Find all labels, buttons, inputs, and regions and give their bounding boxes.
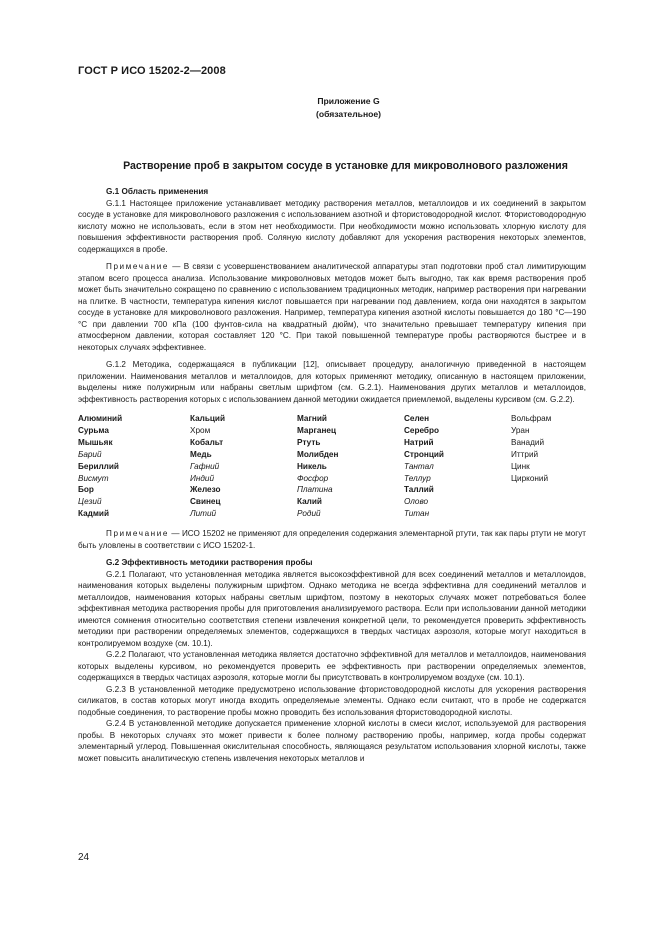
element-name: Литий [190,509,217,519]
annex-title: Растворение проб в закрытом сосуде в установке для микроволнового разложения [123,160,568,172]
element-name: Железо [190,485,221,495]
element-name: Уран [511,425,530,435]
note-1-text: — В связи с усовершенствованием аналитической аппаратуры этап подготовки проб стал лимитирующим этапом всего процесса анализа. Использование микроволновых методов может быть выгодно, так как время растворения проб может быть значительно сокращено по сравнению с использованием традиционных методик, например растворения при нагревании на плитке. В частности, температура кипения кислот повышается при нагревании под давлением, когда они находятся в закрытом сосуде в установке для микроволнового разложения. Например, температура кипения азотной кислоты повышается до 180 °С—190 °С при давлении 700 кПа (100 фунтов-сила на квадратный дюйм), что значительно превышает температуру кипения при атмосферном давлении, которая составляет 120 °С. При такой повышенной температуре пробы растворяются быстрее и в некоторых случаях эффективнее. [78,262,586,352]
elements-column-5 [511,413,591,520]
element-name: Титан [404,509,430,519]
note-2-text: — ИСО 15202 не применяют для определения содержания элементарной ртути, так как пары ртути не могут быть уловлены в соответствии с ИСО 15202-1. [78,529,586,550]
note-2-label: Примечание [106,529,170,539]
element-name: Цинк [511,461,530,471]
section-g1-heading: G.1 Область применения [106,187,209,196]
paragraph-g2-2: G.2.2 Полагают, что установленная методика является достаточно эффективной для металлов и металлоидов, наименования которых выделены курсивом, но рекомендуется проверить ее эффективность при растворении определяемых элементов, содержащихся в твердых частицах аэрозоля, которые могли бы присутствовать в контролируемом воздухе (см. 10.1). [78,650,586,683]
element-name: Калий [297,497,322,507]
page-number: 24 [78,852,90,863]
standard-header: ГОСТ Р ИСО 15202-2—2008 [78,65,226,77]
section-g2-heading: G.2 Эффективность методики растворения пробы [106,558,313,568]
element-name: Бериллий [78,461,119,471]
annex-heading [0,95,661,121]
note-2 [78,528,586,551]
element-name: Натрий [404,437,434,447]
element-name: Цезий [78,497,102,507]
element-name: Кобальт [190,437,224,447]
elements-list [78,413,586,520]
element-name: Иттрий [511,449,539,459]
element-name: Сурьма [78,425,109,435]
element-name: Висмут [78,473,109,483]
paragraph-g2-3: G.2.3 В установленной методике предусмотрено использование фтористоводородной кислоты для ускорения растворения силикатов, в состав которых могут иногда входить определяемые элементы. Однако если считают, что в пробе не содержатся подобные соединения, то растворение пробы можно проводить без использования фтористоводородной кислоты. [78,684,586,717]
element-name: Вольфрам [511,414,552,423]
elements-column-1 [78,413,190,520]
element-name: Медь [190,449,212,459]
element-name: Магний [297,414,327,423]
element-name: Селен [404,414,430,423]
element-name: Стронций [404,449,444,459]
element-name: Алюминий [78,414,123,423]
element-name: Таллий [404,485,434,495]
element-name: Кадмий [78,509,109,519]
paragraph-g1-2: G.1.2 Методика, содержащаяся в публикации [12], описывает процедуру, аналогичную приведенной в настоящем приложении. Наименования металлов и металлоидов, для которых применяют методику, описанную в настоящем приложении, выделены ниже полужирным или набраны светлым шрифтом (см. G.2.1). Наименования других металлов и металлоидов, эффективность растворения которых с использованием данной методики ожидается приемлемой, выделены курсивом (см. G.2.2). [78,360,586,404]
element-name: Олово [404,497,429,507]
paragraph-g2-4: G.2.4 В установленной методике допускается применение хлорной кислоты в смеси кислот, используемой для растворения пробы. В некоторых случаях это может привести к более полному растворению пробы, например, когда пробы содержат элементарный углерод. Повышенная окислительная способность, являющаяся результатом использования хлорной кислоты, также может повысить аналитическую степень извлечения некоторых металлов и [78,719,586,763]
element-name: Теллур [404,473,431,483]
element-name: Гафний [190,461,220,471]
element-name: Молибден [297,449,339,459]
element-name: Родий [297,509,321,519]
element-name: Мышьяк [78,437,113,447]
element-name: Ртуть [297,437,321,447]
element-name: Марганец [297,425,336,435]
element-name: Цирконий [511,473,549,483]
note-1 [78,261,586,353]
paragraph-g1-1: G.1.1 Настоящее приложение устанавливает методику растворения металлов, металлоидов и их соединений в закрытом сосуде в установке для микроволнового разложения с использованием азотной и фтористоводородной кислот. Фтористоводородную кислоту можно не использовать, если в этом нет необходимости. При необходимости можно использовать хлорную кислоту для повышения эффективности растворения проб. Соляную кислоту добавляют для ускорения растворения некоторых элементов, содержащихся в пробе. [78,198,586,254]
element-name: Барий [78,449,102,459]
elements-column-3 [297,413,404,520]
elements-column-2 [190,413,297,520]
annex-label: Приложение G [317,96,380,106]
element-name: Бор [78,485,94,495]
annex-body [78,186,586,764]
element-name: Серебро [404,425,439,435]
element-name: Кальций [190,414,225,423]
annex-status: (обязательное) [315,109,382,119]
element-name: Индий [190,473,214,483]
note-1-label: Примечание [106,262,170,271]
element-name: Тантал [404,461,434,471]
element-name: Хром [190,425,211,435]
paragraph-g2-1: G.2.1 Полагают, что установленная методика является высокоэффективной для всех соединений металлов и металлоидов, наименования которых выделены полужирным шрифтом. Однако методика не всегда эффективна для соединений металлов и металлоидов, наименования которых набраны светлым шрифтом, поэтому в некоторых случаях может потребоваться более эффективная методика растворения пробы для приготовления анализируемого раствора. Если при использовании данной методики имеются сомнения относительно соответствия степени извлечения конкретной цели, то рекомендуется проверить эффективность методики при растворении определяемых элементов, содержащихся в твердых частицах аэрозоля, которые могут находиться в контролируемом воздухе (см. 10.1). [78,569,586,648]
element-name: Никель [297,461,327,471]
element-name: Свинец [190,497,221,507]
element-name: Платина [297,485,333,495]
element-name: Фосфор [297,473,329,483]
element-name: Ванадий [511,437,545,447]
elements-column-4 [404,413,511,520]
